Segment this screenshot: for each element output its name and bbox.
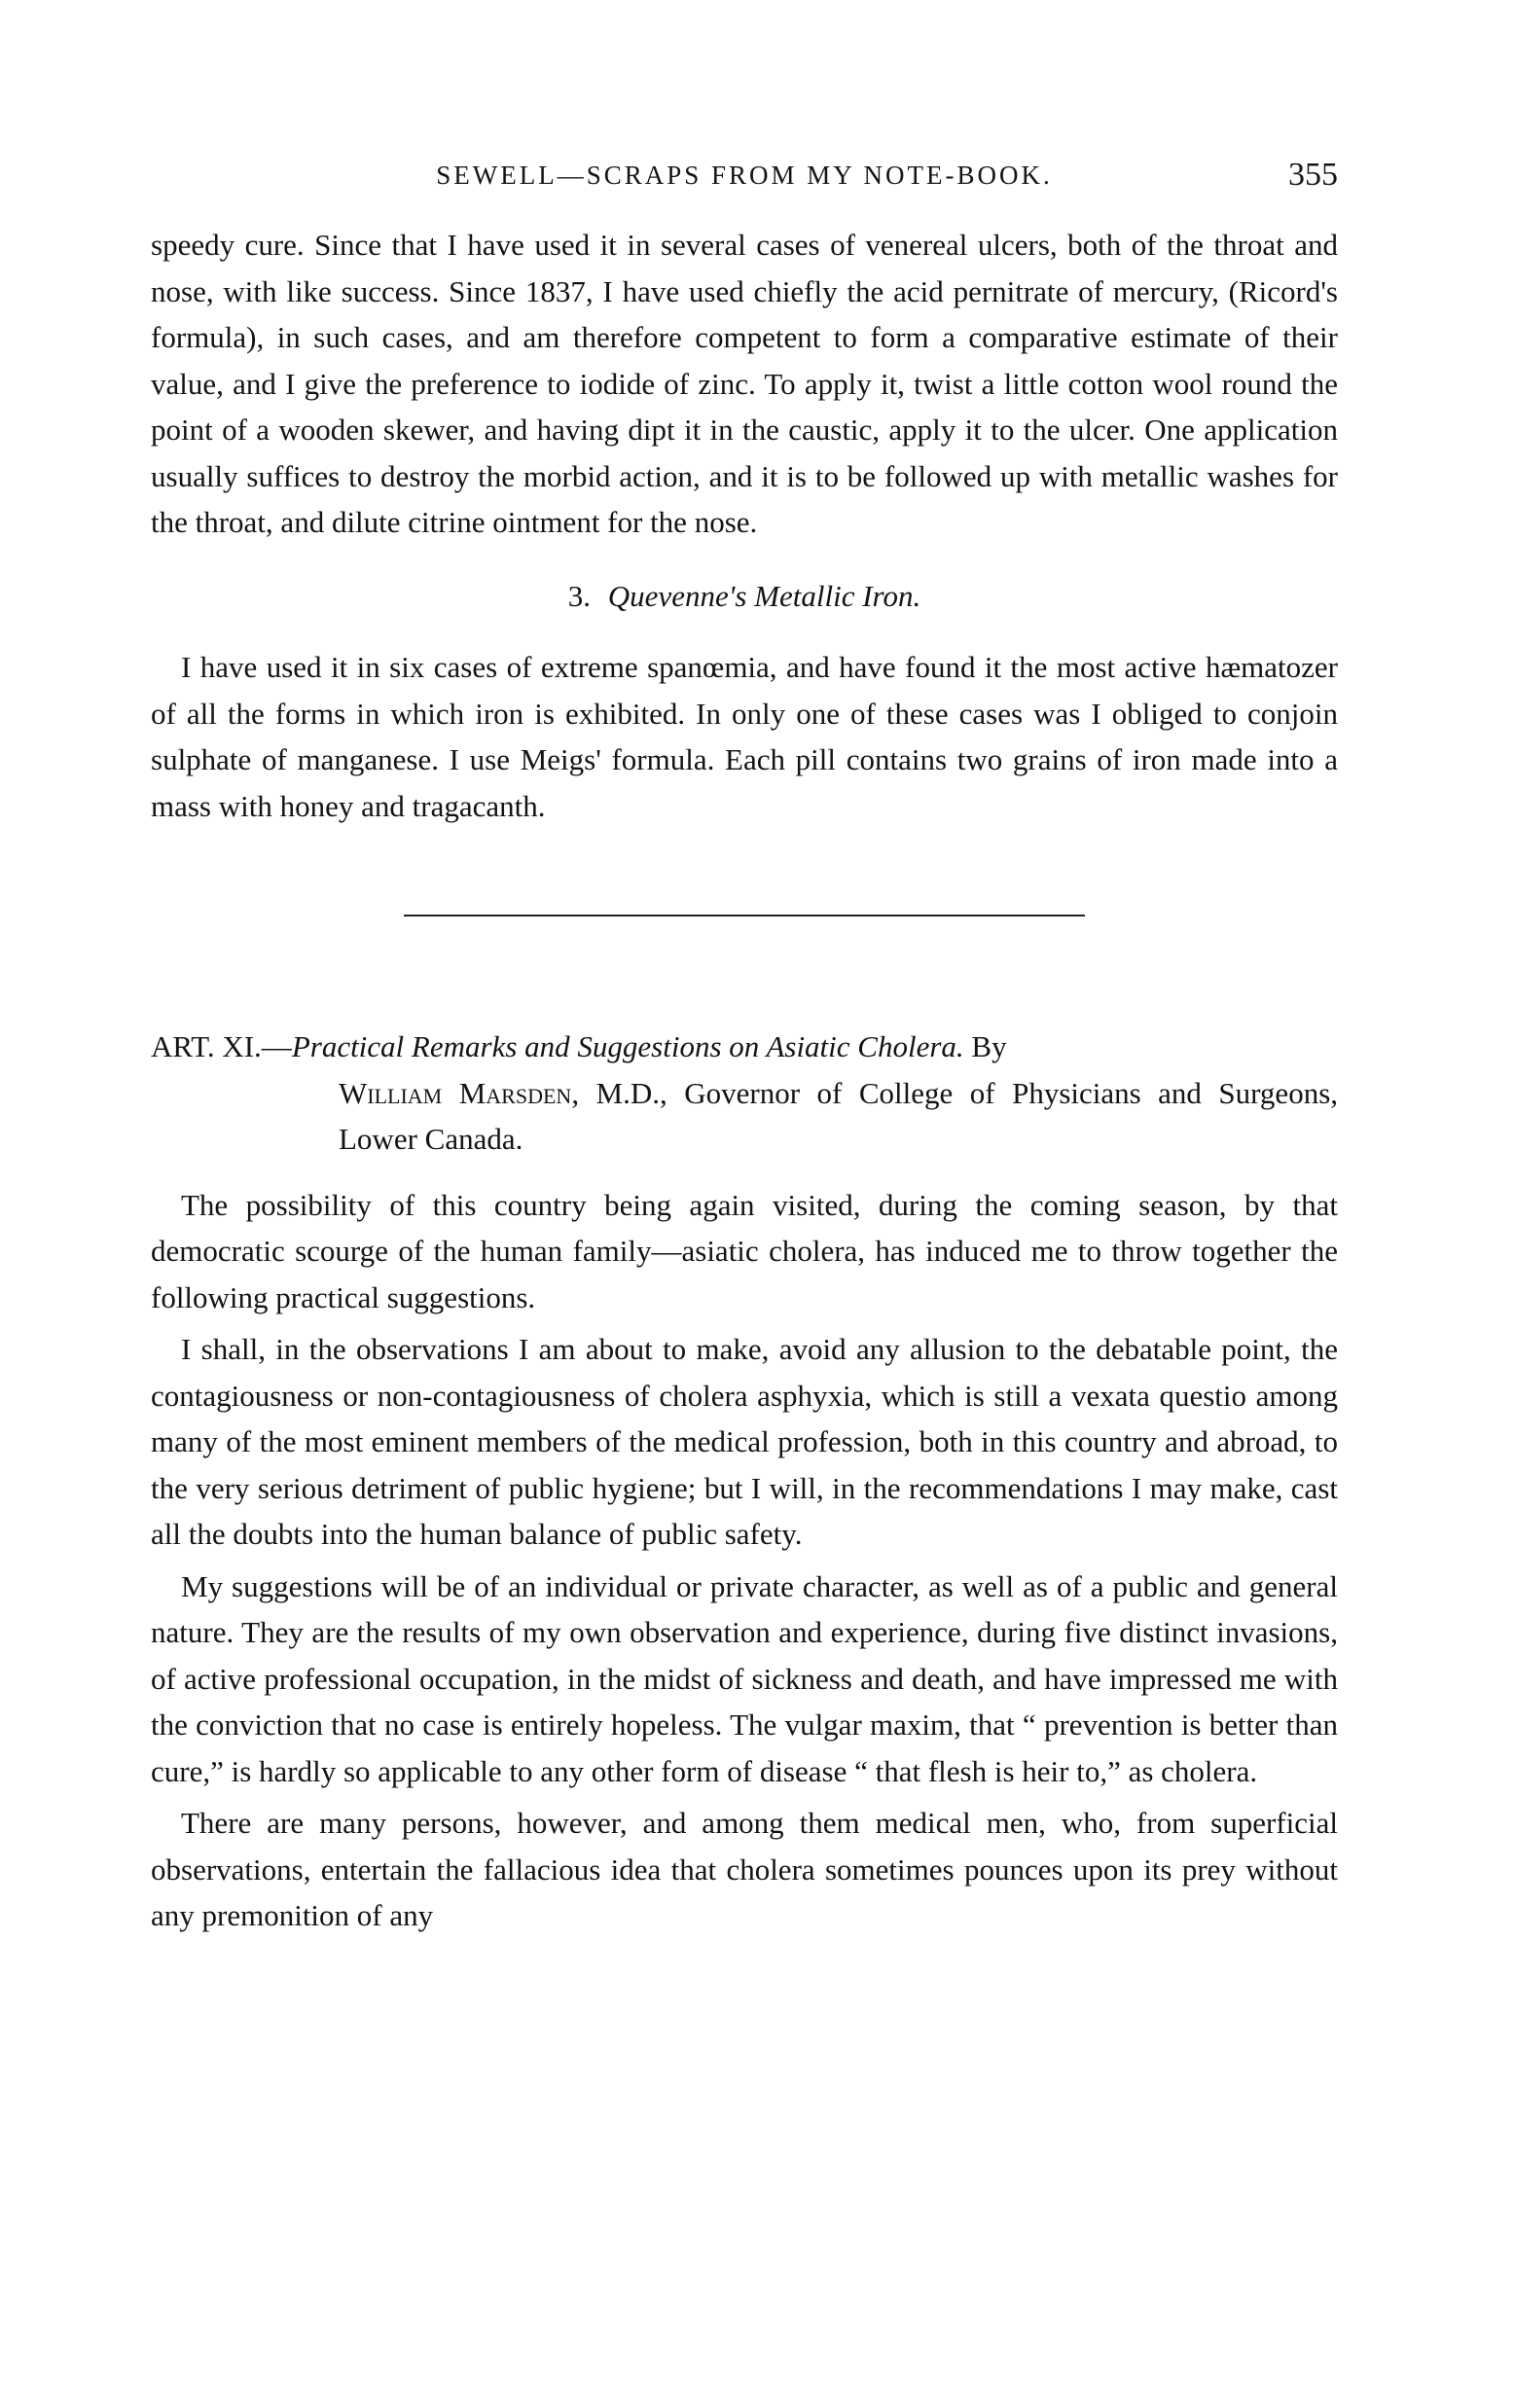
running-head	[151, 146, 1338, 204]
section-heading	[151, 573, 1338, 620]
article-author: William Marsden	[339, 1075, 572, 1110]
article-paragraph: There are many persons, however, and among them medical men, who, from superficial observations, entertain the fallacious idea that cholera sometimes pounces upon its prey without any premonition of any	[151, 1806, 1338, 1932]
article-heading	[151, 1024, 1338, 1163]
running-title: SEWELL—SCRAPS FROM MY NOTE-BOOK.	[436, 161, 1053, 190]
section-divider	[404, 915, 1085, 916]
article-paragraph: I shall, in the observations I am about to make, avoid any allusion to the debatable point, the contagiousness or non-contagiousness of cholera asphyxia, which is still a vexata questio among many of the most eminent members of the medical profession, both in this country and abroad, to the very serious detriment of public hygiene; but I will, in the recommendations I may make, cast all the doubts into the human balance of public safety.	[151, 1332, 1338, 1551]
page-number: 355	[1288, 157, 1338, 193]
document-page	[151, 146, 1338, 1939]
section-number: 3.	[567, 578, 592, 613]
article-by: By	[971, 1029, 1007, 1063]
section-title: Quevenne's Metallic Iron.	[607, 578, 921, 613]
article-label: ART. XI.—	[151, 1029, 292, 1063]
continuation-paragraph: speedy cure. Since that I have used it in several cases of venereal ulcers, both of the throat and nose, with like success. Since 1837, I have used chiefly the acid pernitrate of mercury, (Ricord's formula), in such cases, and am therefore competent to form a comparative estimate of their value, and I give the preference to iodide of zinc. To apply it, twist a little cotton wool round the point of a wooden skewer, and having dipt it in the caustic, apply it to the ulcer. One application usually suffices to destroy the morbid action, and it is to be followed up with metallic washes for the throat, and dilute citrine ointment for the nose.	[151, 228, 1338, 539]
article-paragraph: The possibility of this country being again visited, during the coming season, by that democratic scourge of the human family—asiatic cholera, has induced me to throw together the following practical suggestions.	[151, 1187, 1338, 1314]
section-paragraph: I have used it in six cases of extreme spanœmia, and have found it the most active hæmatozer of all the forms in which iron is exhibited. In only one of these cases was I obliged to conjoin sulphate of manganese. I use Meigs' formula. Each pill contains two grains of iron made into a mass with honey and tragacanth.	[151, 650, 1338, 823]
article-title: Practical Remarks and Suggestions on Asiatic Cholera.	[291, 1029, 964, 1063]
article-paragraph: My suggestions will be of an individual or private character, as well as of a public and general nature. They are the results of my own observation and experience, during five distinct invasions, of active professional occupation, in the midst of sickness and death, and have impressed me with the conviction that no case is entirely hopeless. The vulgar maxim, that “ prevention is better than cure,” is hardly so applicable to any other form of disease “ that flesh is heir to,” as cholera.	[151, 1568, 1338, 1788]
article-body	[151, 1182, 1338, 1939]
article-author-credentials: , M.D., Governor of College of Physicians and Surgeons, Lower Canada.	[339, 1075, 1339, 1156]
